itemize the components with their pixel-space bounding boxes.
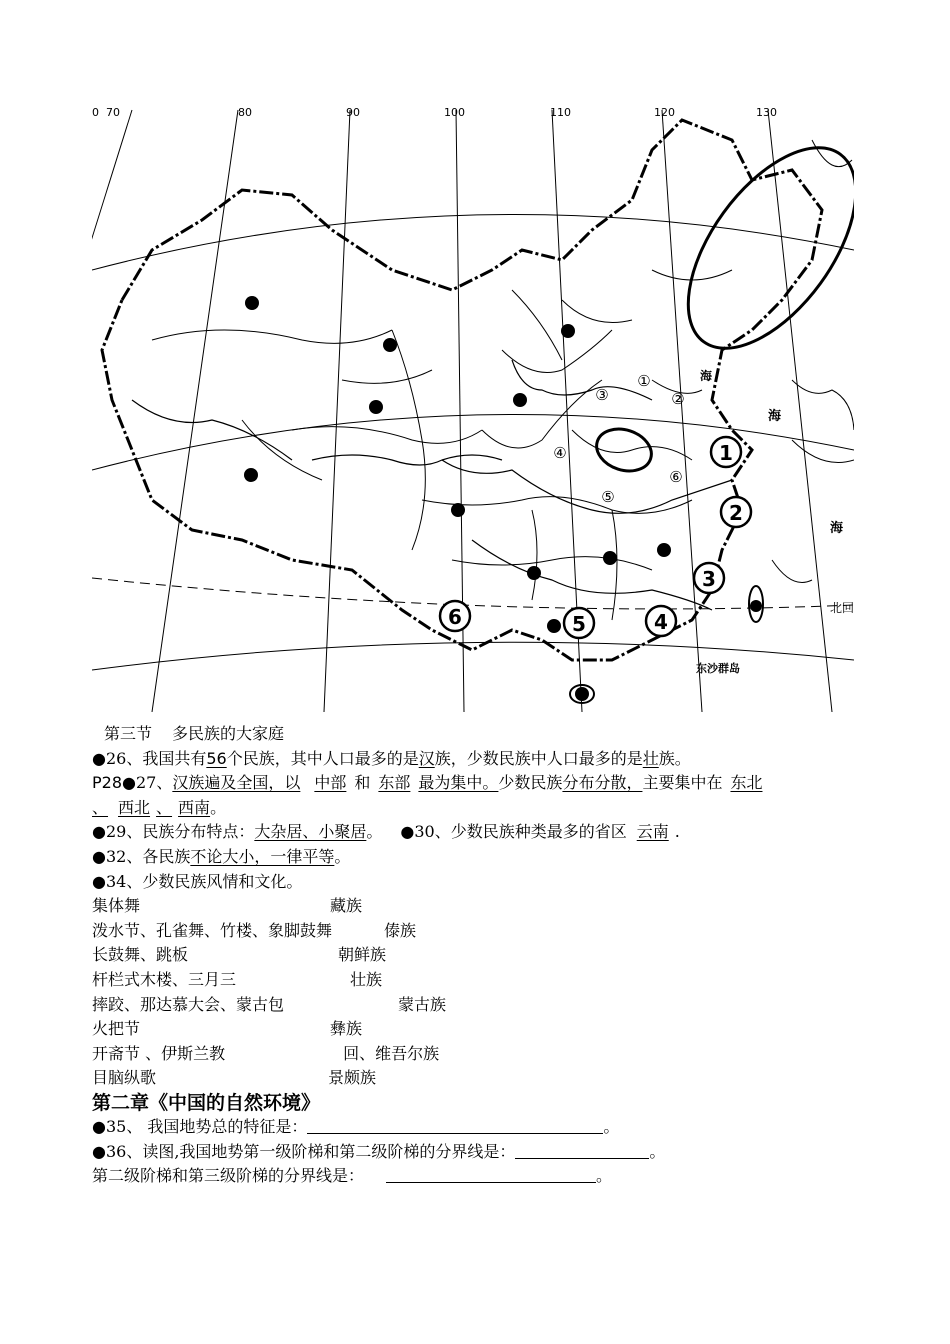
- svg-text:2: 2: [729, 501, 743, 525]
- map-dot: [527, 566, 541, 580]
- sea-label: 海: [768, 409, 782, 424]
- section-heading: [92, 722, 892, 747]
- map-dot: [657, 543, 671, 557]
- large-region-marker: [721, 497, 751, 527]
- customs-list: [92, 894, 892, 1091]
- map-dot: [603, 551, 617, 565]
- sea-label: 海: [830, 521, 844, 536]
- custom-row: [92, 993, 892, 1018]
- q34-text: 34、少数民族风情和文化。: [105, 871, 303, 891]
- q27-answer: 东北: [730, 773, 763, 793]
- q27-answer: 西南: [178, 797, 211, 817]
- q27-answer: 、: [156, 797, 173, 817]
- svg-text:1: 1: [719, 441, 733, 465]
- q35-text: 35、 我国地势总的特征是：: [105, 1116, 308, 1136]
- answer-blank[interactable]: [386, 1166, 596, 1183]
- svg-text:5: 5: [572, 612, 586, 636]
- map-dot: [383, 338, 397, 352]
- small-region-label: ⑥: [669, 468, 683, 486]
- map-svg: [92, 100, 854, 712]
- q27-answer: 汉族遍及全国，以: [172, 773, 301, 793]
- q27-answer: 东部: [378, 773, 411, 793]
- ethnic-name: 回、维吾尔族: [343, 1043, 440, 1063]
- map-dot: [451, 503, 465, 517]
- q30-answer: 云南: [636, 822, 669, 842]
- custom-row: [92, 1066, 892, 1091]
- custom-name: 杆栏式木楼、三月三: [92, 969, 237, 989]
- lon-label: 110: [550, 106, 571, 119]
- q35-text: 。: [603, 1116, 620, 1136]
- ethnic-name: 壮族: [350, 969, 383, 989]
- custom-name: 摔跤、那达慕大会、蒙古包: [92, 994, 285, 1014]
- question-32: [92, 845, 892, 870]
- q26-answer-minority: 壮: [642, 748, 659, 768]
- worksheet-text: [92, 722, 892, 1189]
- question-27: [92, 771, 892, 820]
- custom-name: 开斋节 、伊斯兰教: [92, 1043, 226, 1063]
- large-region-marker: [440, 601, 470, 631]
- page-ref: P28●: [92, 773, 136, 793]
- section-title: 多民族的大家庭: [172, 724, 285, 743]
- lon-label: 70: [106, 106, 120, 119]
- chapter-title: 第二章《中国的自然环境》: [92, 1091, 321, 1114]
- bullet: ●: [92, 871, 106, 891]
- small-region-label: ⑤: [601, 488, 615, 506]
- q30-text: .: [674, 822, 680, 842]
- map-dot: [244, 468, 258, 482]
- bullet: ●: [92, 748, 106, 768]
- custom-name: 集体舞: [92, 896, 141, 916]
- map-dot: [547, 619, 561, 633]
- q29-text: 。: [366, 822, 383, 842]
- q36-text: 36、读图,我国地势第一级阶梯和第二级阶梯的分界线是：: [105, 1141, 516, 1161]
- q27-answer: 、: [92, 797, 109, 817]
- q26-answer-largest: 汉: [418, 748, 435, 768]
- lon-label: 130: [756, 106, 777, 119]
- ethnic-name: 傣族: [384, 920, 417, 940]
- lon-label: 90: [346, 106, 360, 119]
- question-34: [92, 870, 892, 895]
- large-region-marker: [646, 606, 676, 636]
- large-region-marker: [694, 563, 724, 593]
- question-36: [92, 1140, 892, 1165]
- map-dot: [750, 600, 762, 612]
- small-region-label: ④: [553, 444, 567, 462]
- q32-text: 。: [334, 846, 351, 866]
- lon-label: 80: [238, 106, 252, 119]
- small-region-label: ①: [637, 372, 651, 390]
- q30-text: 30、少数民族种类最多的省区: [414, 822, 627, 842]
- custom-name: 泼水节、孔雀舞、竹楼、象脚鼓舞: [92, 920, 333, 940]
- small-region-label: ③: [595, 386, 609, 404]
- q27-answer: 分布分散，: [562, 773, 643, 793]
- map-dot: [245, 296, 259, 310]
- q32-text: 32、各民族: [105, 846, 191, 866]
- bullet: ●: [92, 1116, 106, 1136]
- large-region-marker: [564, 608, 594, 638]
- q32-answer: 不论大小，一律平等: [190, 846, 335, 866]
- section-number: 第三节: [104, 724, 153, 743]
- q26-text: 26、我国共有: [105, 748, 207, 768]
- bullet: ●: [92, 846, 106, 866]
- svg-text:3: 3: [702, 567, 716, 591]
- ethnic-name: 蒙古族: [398, 994, 447, 1014]
- q27-text: 27、: [135, 773, 173, 793]
- map-dot: [561, 324, 575, 338]
- ethnic-name: 景颇族: [328, 1068, 377, 1088]
- custom-row: [92, 943, 892, 968]
- question-26: [92, 747, 892, 772]
- question-29-30: [92, 820, 892, 845]
- large-region-marker: [711, 437, 741, 467]
- custom-row: [92, 1042, 892, 1067]
- q36-text: 。: [649, 1141, 666, 1161]
- svg-text:4: 4: [654, 610, 668, 634]
- map-dot: [513, 393, 527, 407]
- q29-answer: 大杂居、小聚居: [254, 822, 367, 842]
- map-dot: [369, 400, 383, 414]
- q26-text: 族，少数民族中人口最多的是: [434, 748, 643, 768]
- question-36-part2: [92, 1164, 892, 1189]
- q27-text: 和: [354, 773, 371, 793]
- custom-row: [92, 919, 892, 944]
- lon-label: 0: [92, 106, 99, 119]
- ethnic-name: 藏族: [330, 896, 363, 916]
- q27-answer: 西北: [118, 797, 151, 817]
- q26-text: 个民族，其中人口最多的是: [226, 748, 419, 768]
- q26-text: 族。: [658, 748, 691, 768]
- bullet: ●: [92, 1141, 106, 1161]
- dongsha-islands-label: 东沙群岛: [696, 662, 740, 675]
- svg-text:6: 6: [448, 605, 462, 629]
- q27-text: 主要集中在: [642, 773, 723, 793]
- lon-label: 100: [444, 106, 465, 119]
- small-region-label: ②: [671, 390, 685, 408]
- lon-label: 120: [654, 106, 675, 119]
- sea-label: 海: [700, 369, 713, 383]
- ethnic-name: 彝族: [330, 1019, 363, 1039]
- question-35: [92, 1115, 892, 1140]
- custom-row: [92, 894, 892, 919]
- tropic-label: 北回: [830, 601, 854, 615]
- q29-text: 29、民族分布特点：: [105, 822, 255, 842]
- q36-text: 。: [596, 1166, 613, 1186]
- map-dot: [575, 687, 589, 701]
- answer-blank[interactable]: [515, 1142, 649, 1159]
- custom-row: [92, 1017, 892, 1042]
- bullet: ●: [400, 822, 415, 842]
- china-outline-map: [92, 100, 854, 712]
- custom-name: 长鼓舞、跳板: [92, 945, 189, 965]
- custom-name: 目脑纵歌: [92, 1068, 157, 1088]
- bullet: ●: [92, 822, 106, 842]
- q27-text: 少数民族: [498, 773, 563, 793]
- custom-row: [92, 968, 892, 993]
- answer-blank[interactable]: [307, 1117, 603, 1134]
- q36-text: 第二级阶梯和第三级阶梯的分界线是：: [92, 1166, 365, 1186]
- q27-text: 。: [210, 797, 227, 817]
- ethnic-name: 朝鲜族: [338, 945, 387, 965]
- q26-answer-count: 56: [206, 748, 227, 768]
- q27-answer: 最为集中。: [418, 773, 499, 793]
- q27-answer: 中部: [314, 773, 347, 793]
- custom-name: 火把节: [92, 1019, 141, 1039]
